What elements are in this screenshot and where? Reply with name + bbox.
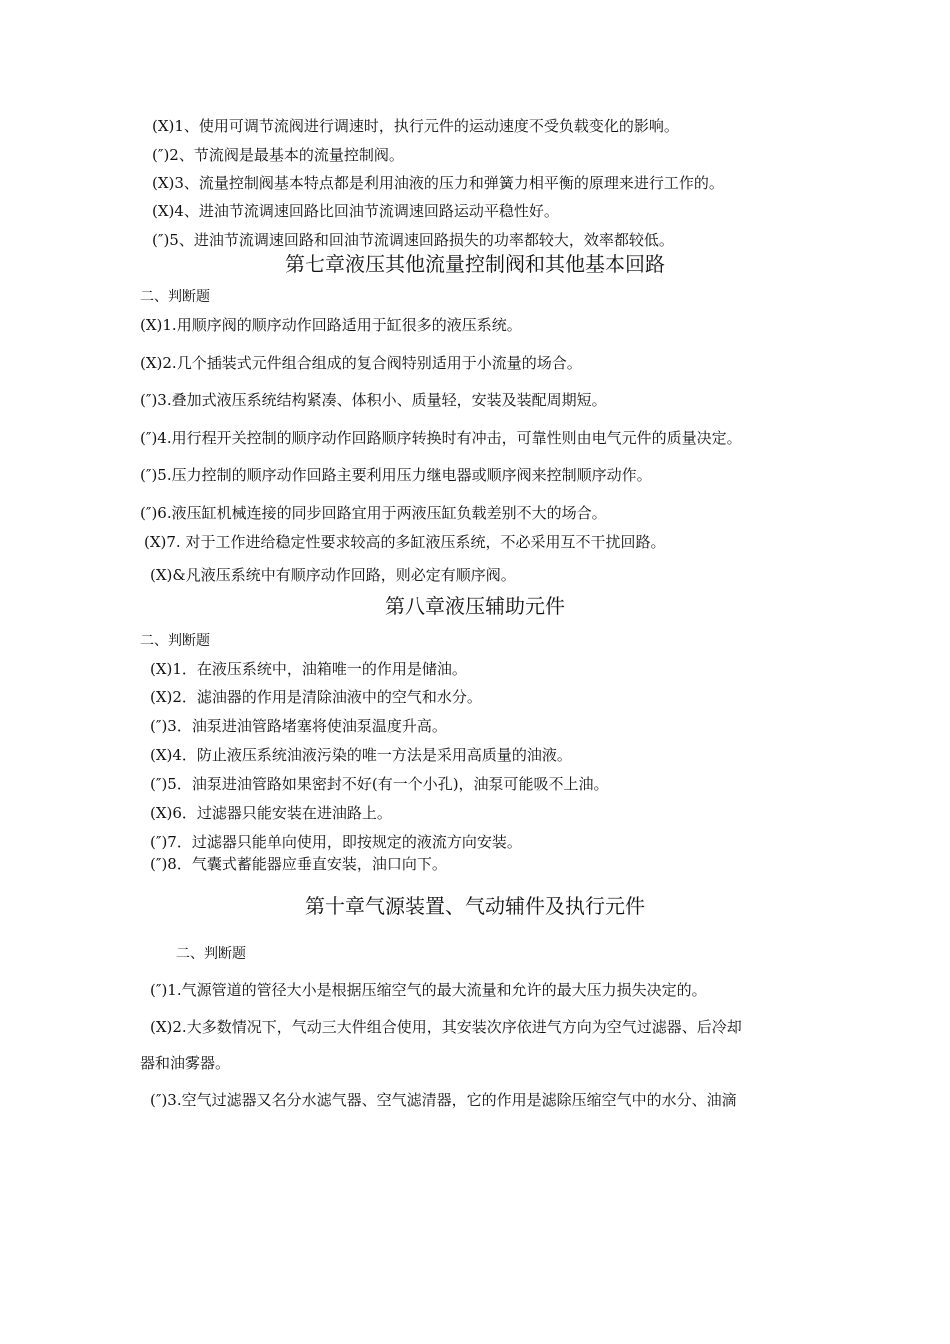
- ch8-item-8: (″)8．气囊式蓄能器应垂直安装，油口向下。: [150, 855, 447, 873]
- ch7-item-4: (″)4.用行程开关控制的顺序动作回路顺序转换时有冲击，可靠性则由电气元件的质量决定。: [140, 429, 742, 447]
- chapter10-section-label: 二、判断题: [176, 946, 246, 962]
- ch7-item-8: (X)&凡液压系统中有顺序动作回路，则必定有顺序阀。: [150, 566, 516, 584]
- ch8-item-4: (X)4．防止液压系统油液污染的唯一方法是采用高质量的油液。: [150, 746, 572, 764]
- ch10-line-1: (″)1.气源管道的管径大小是根据压缩空气的最大流量和允许的最大压力损失决定的。: [150, 981, 707, 999]
- ch7-item-2: (X)2.几个插装式元件组合组成的复合阀特别适用于小流量的场合。: [140, 354, 582, 372]
- ch8-item-7: (″)7．过滤器只能单向使用，即按规定的液流方向安装。: [150, 833, 522, 851]
- ch7-item-1: (X)1.用顺序阀的顺序动作回路适用于缸很多的液压系统。: [140, 316, 522, 334]
- ch7-item-3: (″)3.叠加式液压系统结构紧凑、体积小、质量轻，安装及装配周期短。: [140, 391, 607, 409]
- ch10-line-3: 器和油雾器。: [140, 1054, 231, 1072]
- chapter7-section-label: 二、判断题: [140, 289, 210, 305]
- ch8-item-3: (″)3．油泵进油管路堵塞将使油泵温度升高。: [150, 717, 447, 735]
- chapter10-title: 第十章气源装置、气动辅件及执行元件: [305, 894, 645, 918]
- chapter8-section-label: 二、判断题: [140, 633, 210, 649]
- ch10-line-4: (″)3.空气过滤器又名分水滤气器、空气滤清器，它的作用是滤除压缩空气中的水分、油滴: [150, 1091, 737, 1109]
- ch6-item-4: (X)4、进油节流调速回路比回油节流调速回路运动平稳性好。: [152, 202, 559, 220]
- ch6-item-3: (X)3、流量控制阀基本特点都是利用油液的压力和弹簧力相平衡的原理来进行工作的。: [152, 174, 724, 192]
- ch8-item-6: (X)6．过滤器只能安装在进油路上。: [150, 804, 392, 822]
- ch6-item-1: (X)1、使用可调节流阀进行调速时，执行元件的运动速度不受负载变化的影响。: [152, 117, 679, 135]
- ch7-item-6: (″)6.液压缸机械连接的同步回路宜用于两液压缸负载差别不大的场合。: [140, 504, 607, 522]
- ch8-item-2: (X)2．滤油器的作用是清除油液中的空气和水分。: [150, 688, 482, 706]
- ch7-item-5: (″)5.压力控制的顺序动作回路主要利用压力继电器或顺序阀来控制顺序动作。: [140, 466, 652, 484]
- ch8-item-5: (″)5．油泵进油管路如果密封不好(有一个小孔)，油泵可能吸不上油。: [150, 775, 609, 793]
- chapter7-title: 第七章液压其他流量控制阀和其他基本回路: [285, 252, 665, 276]
- ch7-item-7: (X)7. 对于工作进给稳定性要求较高的多缸液压系统，不必采用互不干扰回路。: [144, 533, 666, 551]
- ch6-item-5: (″)5、进油节流调速回路和回油节流调速回路损失的功率都较大，效率都较低。: [152, 231, 674, 249]
- ch10-line-2: (X)2.大多数情况下，气动三大件组合使用，其安装次序依进气方向为空气过滤器、后冷却: [150, 1018, 742, 1036]
- ch6-item-2: (″)2、节流阀是最基本的流量控制阀。: [152, 146, 404, 164]
- chapter8-title: 第八章液压辅助元件: [385, 594, 565, 618]
- ch8-item-1: (X)1．在液压系统中，油箱唯一的作用是储油。: [150, 660, 467, 678]
